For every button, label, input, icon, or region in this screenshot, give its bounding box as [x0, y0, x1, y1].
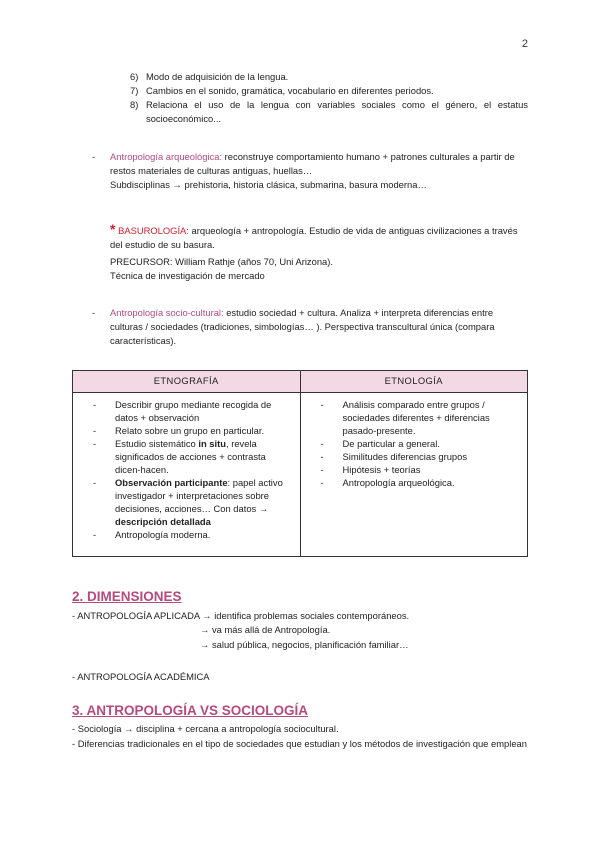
list-item [93, 399, 292, 425]
sociocultural-term: Antropología socio-cultural: [110, 307, 224, 318]
list-item [93, 438, 292, 477]
basurologia-term: BASUROLOGÍA: [118, 225, 189, 236]
bullet-dash: - [320, 437, 324, 449]
vs-line-2: - Diferencias tradicionales en el tipo de sociedades que estudian y los métodos de investigación que emplean [72, 738, 527, 749]
text-segment: , revela significados de acciones + contrasta dicen-hacen. [115, 437, 266, 475]
etnologia-cell [300, 393, 528, 557]
star-icon: * [110, 221, 116, 237]
bullet-dash: - [320, 463, 324, 475]
bullet-dash: - [93, 424, 97, 436]
tecnica-line: Técnica de investigación de mercado [110, 270, 265, 282]
arqueologica-text: reconstruye comportamiento humano + patrones culturales a partir de restos materiales de culturas antiguas, huellas… [110, 151, 515, 177]
bullet-dash: - [92, 151, 96, 162]
table-row [73, 393, 528, 557]
arqueologica-bullet [92, 150, 528, 192]
bullet-dash: - [320, 450, 324, 462]
list-number: 7) [130, 85, 139, 97]
table-header-row [73, 371, 528, 393]
text-segment: : papel activo investigador + interpretaciones sobre decisiones, acciones… Con datos → [115, 476, 283, 514]
aplicada-line-3: → salud pública, negocios, planificación familiar… [200, 639, 409, 650]
subdisciplinas-line: Subdisciplinas → prehistoria, historia clásica, submarina, basura moderna… [110, 179, 427, 191]
academica-line: - ANTROPOLOGÍA ACADÉMICA [72, 671, 210, 682]
list-text: Similitudes diferencias grupos [342, 450, 468, 462]
aplicada-line: - ANTROPOLOGÍA APLICADA → identifica problemas sociales contemporáneos. [72, 610, 410, 621]
basurologia-block [110, 222, 520, 283]
comparison-table [72, 370, 528, 557]
list-text: De particular a general. [342, 437, 440, 449]
ordered-list [130, 70, 528, 126]
section-heading-vs: 3. ANTROPOLOGÍA VS SOCIOLOGÍA [72, 703, 309, 718]
bullet-dash: - [93, 399, 97, 410]
bullet-dash: - [93, 528, 97, 540]
text-segment: Estudio sistemático [115, 437, 199, 449]
list-text: Cambios en el sonido, gramática, vocabulario en diferentes periodos. [146, 85, 434, 97]
list-text [115, 438, 292, 477]
list-text: Antropología arqueológica. [342, 476, 455, 488]
list-text [115, 477, 292, 529]
sociocultural-bullet [92, 306, 528, 348]
list-item [321, 399, 520, 438]
list-item [321, 477, 520, 490]
precursor-line: PRECURSOR: William Rathje (años 70, Uni Arizona). [110, 256, 333, 268]
list-item [130, 70, 528, 84]
list-item [93, 425, 292, 438]
list-item [321, 438, 520, 451]
bold-segment: in situ [198, 437, 226, 449]
list-text: Hipótesis + teorías [342, 463, 421, 475]
header-etnologia: ETNOLOGÍA [300, 371, 528, 393]
section-heading-dimensiones: 2. DIMENSIONES [72, 589, 182, 604]
page-number: 2 [521, 38, 528, 50]
list-item [93, 477, 292, 529]
list-text: Análisis comparado entre grupos / sociedades diferentes + diferencias pasado-presente. [342, 399, 490, 436]
etnografia-cell [73, 393, 301, 557]
bullet-dash: - [93, 437, 97, 449]
list-item [130, 98, 528, 126]
bold-segment: Observación participante [115, 476, 228, 488]
sociocultural-text: estudio sociedad + cultura. Analiza + interpreta diferencias entre culturas / sociedades (tradiciones, simbologías… ). Perspectiva transcultural única (compara características). [110, 307, 495, 347]
arqueologica-term: Antropología arqueológica: [110, 151, 223, 162]
list-item [321, 464, 520, 477]
header-etnografia: ETNOGRAFÍA [73, 371, 301, 393]
bullet-dash: - [320, 399, 324, 410]
list-item [93, 529, 292, 542]
list-text: Describir grupo mediante recogida de datos + observación [115, 399, 272, 423]
bullet-dash: - [320, 476, 324, 488]
list-text: Modo de adquisición de la lengua. [146, 71, 289, 82]
list-text: Antropología moderna. [115, 528, 211, 540]
basurologia-text: arqueología + antropología. Estudio de vida de antiguas civilizaciones a través del estudio de su basura. [110, 225, 518, 251]
list-number: 8) [130, 99, 139, 111]
list-text: Relato sobre un grupo en particular. [115, 424, 265, 436]
list-item [321, 451, 520, 464]
list-text: Relaciona el uso de la lengua con variables sociales como el género, el estatus socioeconómico... [146, 99, 528, 125]
list-item [130, 84, 528, 98]
aplicada-line-2: → va más allá de Antropología. [200, 624, 331, 635]
vs-line-1: - Sociología → disciplina + cercana a antropología sociocultural. [72, 723, 339, 734]
bullet-dash: - [92, 307, 96, 318]
bullet-dash: - [93, 476, 97, 488]
list-number: 6) [130, 71, 139, 82]
bold-segment: descripción detallada [115, 515, 211, 527]
